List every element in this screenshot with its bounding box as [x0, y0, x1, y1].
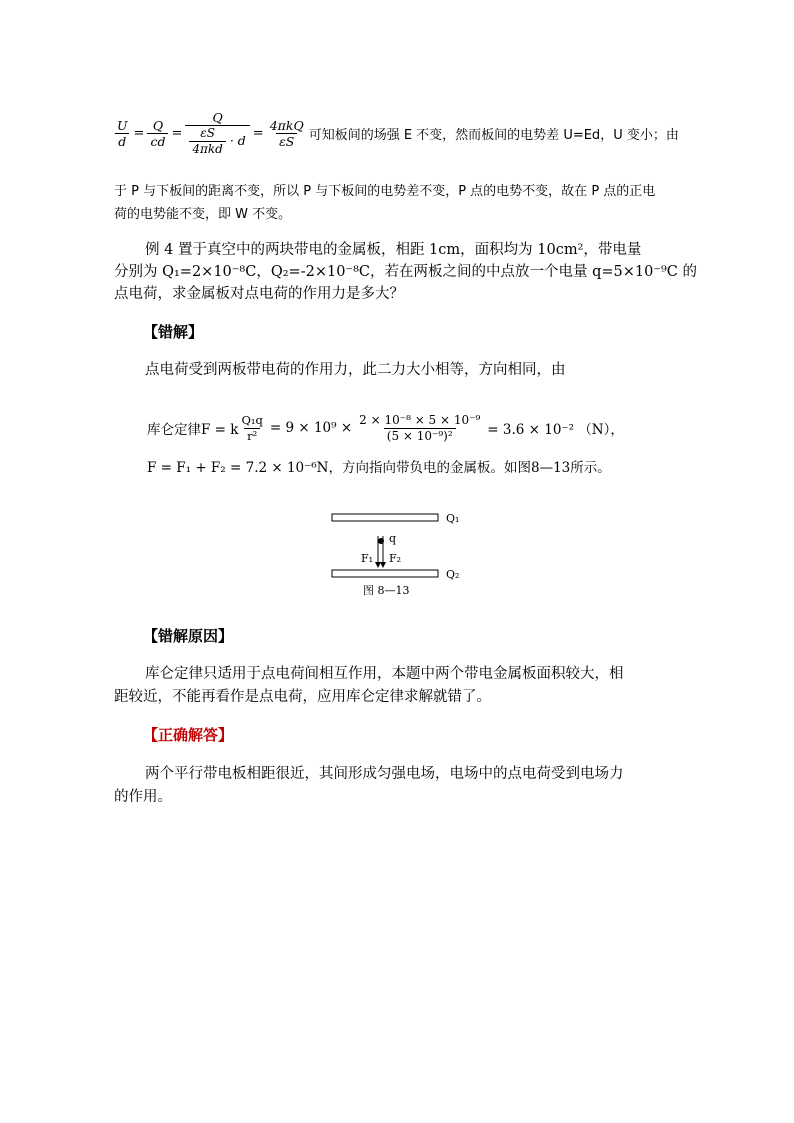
- fraction-q-over-cd: [147, 118, 168, 149]
- heading-wrong-reason: 【错解原因】: [143, 627, 234, 645]
- label-q: q: [389, 532, 397, 545]
- fraction-q1q-over-r2: [238, 413, 265, 444]
- coulomb-mid: = 9 × 10⁹ ×: [269, 420, 353, 436]
- figure-caption: 图 8—13: [363, 584, 410, 597]
- bottom-plate: [332, 570, 438, 577]
- reason-line: 距较近，不能再看作是点电荷，应用库仑定律求解就错了。: [114, 689, 491, 705]
- inner-numerator: εS: [200, 125, 215, 140]
- example-line: 例 4 置于真空中的两块带电的金属板，相距 1cm，面积均为 10cm²，带电量: [145, 242, 642, 258]
- inner-fraction: [189, 126, 225, 157]
- fraction-q-over-capacitance: [185, 110, 249, 157]
- reason-line: 库仑定律只适用于点电荷间相互作用，本题中两个带电金属板面积较大，相: [145, 666, 624, 682]
- formula-line: [114, 108, 679, 158]
- denominator: [185, 125, 249, 157]
- denominator: εS: [276, 133, 297, 149]
- force-sum-line: F = F₁ + F₂ = 7.2 × 10⁻⁶N，方向指向带负电的金属板。如图8—13所示。: [147, 460, 611, 476]
- label-f2: F₂: [389, 552, 402, 565]
- label-q1: Q₁: [446, 512, 460, 525]
- numerator: Q: [212, 109, 223, 125]
- denominator: cd: [147, 133, 168, 149]
- equals-sign: =: [133, 125, 145, 141]
- top-plate: [332, 514, 438, 521]
- formula-tail-text: 可知板间的场强 E 不变，然而板间的电势差 U=Ed，U 变小；由: [308, 127, 679, 143]
- fraction-charges: [356, 413, 483, 444]
- heading-correct-solution: 【正确解答】: [143, 726, 234, 744]
- label-f1: F₁: [361, 552, 374, 565]
- denominator: r²: [244, 428, 260, 444]
- numerator: Q: [152, 117, 164, 133]
- numerator: 2 × 10⁻⁸ × 5 × 10⁻⁹: [359, 412, 481, 427]
- numerator: 4πkQ: [269, 117, 304, 133]
- arrowhead-f2: [380, 562, 386, 568]
- equals-sign: =: [252, 125, 264, 141]
- inner-denominator: 4πkd: [189, 141, 225, 157]
- fraction-field: [267, 118, 307, 149]
- coulomb-result: = 3.6 × 10⁻² （N），: [487, 422, 624, 438]
- paragraph-line: 于 P 与下板间的距离不变，所以 P 与下板间的电势差不变，P 点的电势不变，故在 P 点的正电: [114, 184, 656, 199]
- figure-8-13: [325, 508, 475, 600]
- fraction-u-over-d: [114, 118, 131, 149]
- equals-sign: =: [171, 125, 183, 141]
- arrowhead-f1: [375, 562, 381, 568]
- denominator: (5 × 10⁻⁹)²: [384, 428, 456, 444]
- heading-wrong-solution: 【错解】: [143, 323, 204, 341]
- denominator: d: [115, 133, 129, 149]
- numerator: Q₁q: [241, 412, 263, 427]
- correct-line: 两个平行带电板相距很近，其间形成匀强电场，电场中的点电荷受到电场力: [145, 766, 624, 782]
- dot-d: · d: [229, 132, 246, 148]
- numerator: U: [117, 117, 128, 133]
- label-q2: Q₂: [446, 568, 460, 581]
- coulomb-formula: [147, 408, 624, 448]
- paragraph-line: 荷的电势能不变，即 W 不变。: [114, 207, 292, 222]
- example-line: 分别为 Q₁=2×10⁻⁸C，Q₂=-2×10⁻⁸C，若在两板之间的中点放一个电量 q=5×10⁻⁹C 的: [114, 264, 698, 280]
- coulomb-prefix: 库仑定律F = k: [147, 422, 239, 438]
- example-line: 点电荷，求金属板对点电荷的作用力是多大？: [114, 286, 404, 302]
- correct-line: 的作用。: [114, 789, 172, 805]
- wrong-solution-line: 点电荷受到两板带电荷的作用力，此二力大小相等，方向相同，由: [145, 362, 566, 378]
